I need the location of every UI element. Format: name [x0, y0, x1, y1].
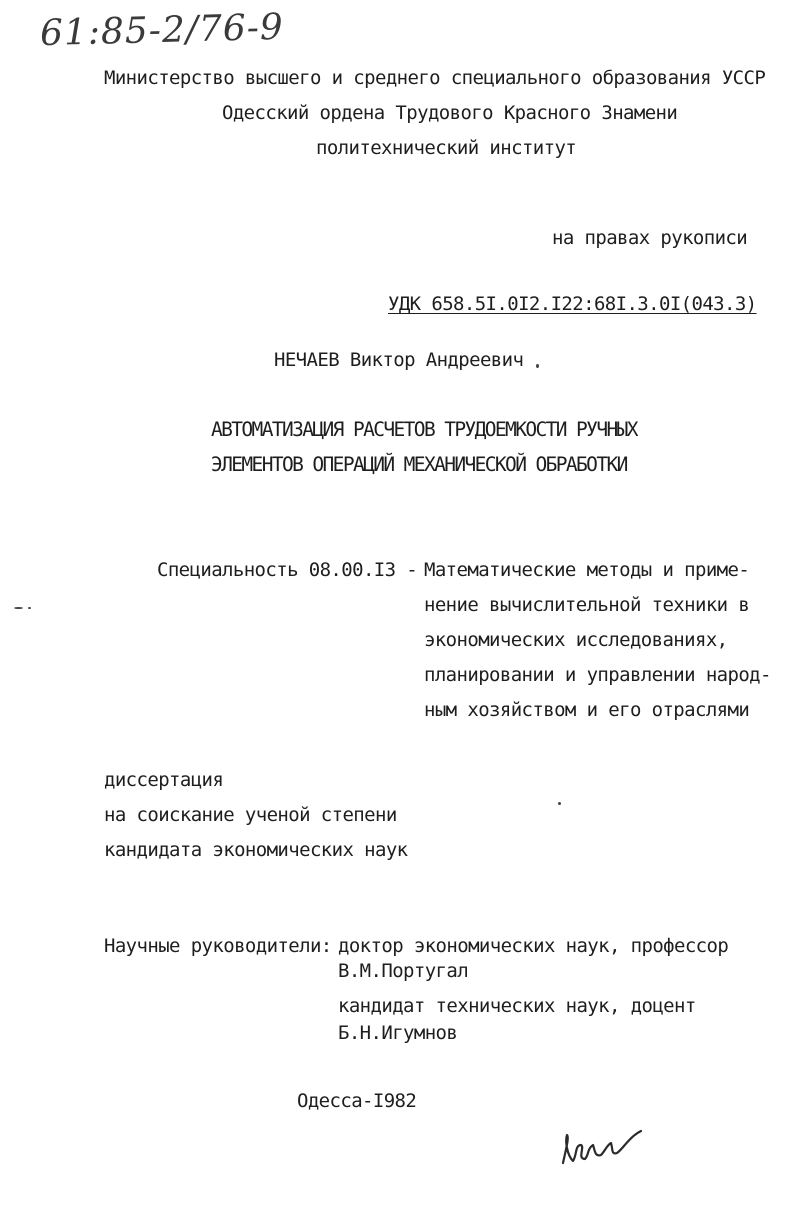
dissertation-line: на соискание ученой степени [104, 804, 397, 826]
author-name: НЕЧАЕВ Виктор Андреевич [274, 349, 524, 371]
archive-handwritten-mark: 61:85-2/76-9 [39, 6, 285, 55]
title-line-2: ЭЛЕМЕНТОВ ОПЕРАЦИЙ МЕХАНИЧЕСКОЙ ОБРАБОТКИ [211, 453, 627, 476]
specialty-line: экономических исследованиях, [424, 629, 728, 651]
udc-code: УДК 658.5I.0I2.I22:68I.3.0I(043.3) [388, 293, 757, 315]
specialty-line: ным хозяйством и его отраслями [424, 699, 750, 721]
supervisor-1-degree: доктор экономических наук, профессор [338, 935, 729, 957]
specialty-line: Математические методы и приме- [424, 559, 750, 581]
place-year: Одесса-I982 [297, 1090, 417, 1112]
speck [28, 607, 31, 609]
speck [14, 607, 23, 609]
dissertation-line: кандидата экономических наук [104, 839, 408, 861]
ministry-line: Министерство высшего и среднего специального образования УССР [104, 67, 766, 89]
signature-mark [555, 1115, 645, 1175]
specialty-line: планировании и управлении народ- [424, 664, 771, 686]
dissertation-line: диссертация [104, 769, 224, 791]
supervisors-label: Научные руководители: [104, 935, 332, 957]
speck [558, 802, 561, 805]
supervisor-2-degree: кандидат технических наук, доцент [338, 995, 696, 1017]
specialty-line: нение вычислительной техники в [424, 594, 750, 616]
specialty-label: Специальность 08.00.I3 - [157, 559, 418, 581]
rights-note: на правах рукописи [552, 227, 748, 249]
institute-line: Одесский ордена Трудового Красного Знамени [222, 102, 678, 124]
supervisor-2-name: Б.Н.Игумнов [338, 1022, 458, 1044]
title-line-1: АВТОМАТИЗАЦИЯ РАСЧЕТОВ ТРУДОЕМКОСТИ РУЧНЫХ [211, 418, 637, 441]
speck [536, 364, 539, 368]
institute-line-2: политехнический институт [316, 137, 577, 159]
supervisor-1-name: В.М.Португал [338, 960, 469, 982]
signature-stroke [563, 1131, 641, 1163]
